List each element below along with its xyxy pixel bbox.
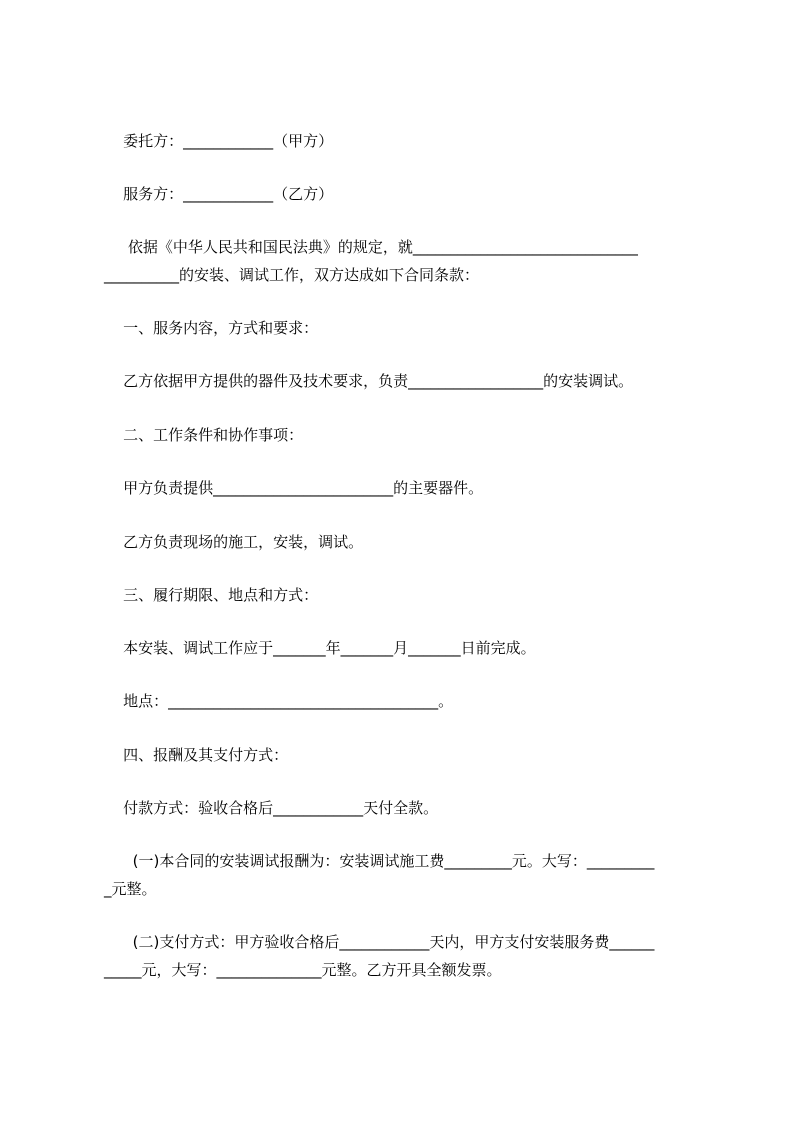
section-3-deadline: 本安装、调试工作应于_______年_______月_______日前完成。 [104, 639, 536, 657]
section-2-body-1: 甲方负责提供________________________的主要器件。 [104, 479, 484, 497]
section-3-heading: 三、履行期限、地点和方式： [104, 586, 319, 604]
section-1-heading: 一、服务内容，方式和要求： [104, 319, 319, 337]
preamble-line-1: 依据《中华人民共和国民法典》的规定，就______________________________ [104, 238, 638, 256]
section-4-payment-method: 付款方式：验收合格后____________天付全款。 [104, 799, 439, 817]
section-2-heading: 二、工作条件和协作事项： [104, 426, 304, 444]
section-3-location: 地点：____________________________________。 [104, 692, 454, 710]
preamble-line-2: __________的安装、调试工作，双方达成如下合同条款： [104, 266, 480, 284]
section-2-body-2: 乙方负责现场的施工，安装，调试。 [104, 533, 364, 551]
service-party-line: 服务方：____________（乙方） [104, 185, 334, 203]
client-party-line: 委托方：____________（甲方） [104, 132, 334, 150]
section-4-item-1-line-2: _元整。 [104, 880, 157, 898]
section-4-item-2-line-2: _____元，大写：______________元整。乙方开具全额发票。 [104, 961, 502, 979]
section-4-item-2-line-1: (二)支付方式：甲方验收合格后____________天内，甲方支付安装服务费______ [104, 933, 655, 951]
section-1-body: 乙方依据甲方提供的器件及技术要求，负责__________________的安装调试。 [104, 372, 634, 390]
section-4-heading: 四、报酬及其支付方式： [104, 746, 289, 764]
section-4-item-1-line-1: (一)本合同的安装调试报酬为：安装调试施工费_________元。大写：_________ [104, 852, 655, 870]
